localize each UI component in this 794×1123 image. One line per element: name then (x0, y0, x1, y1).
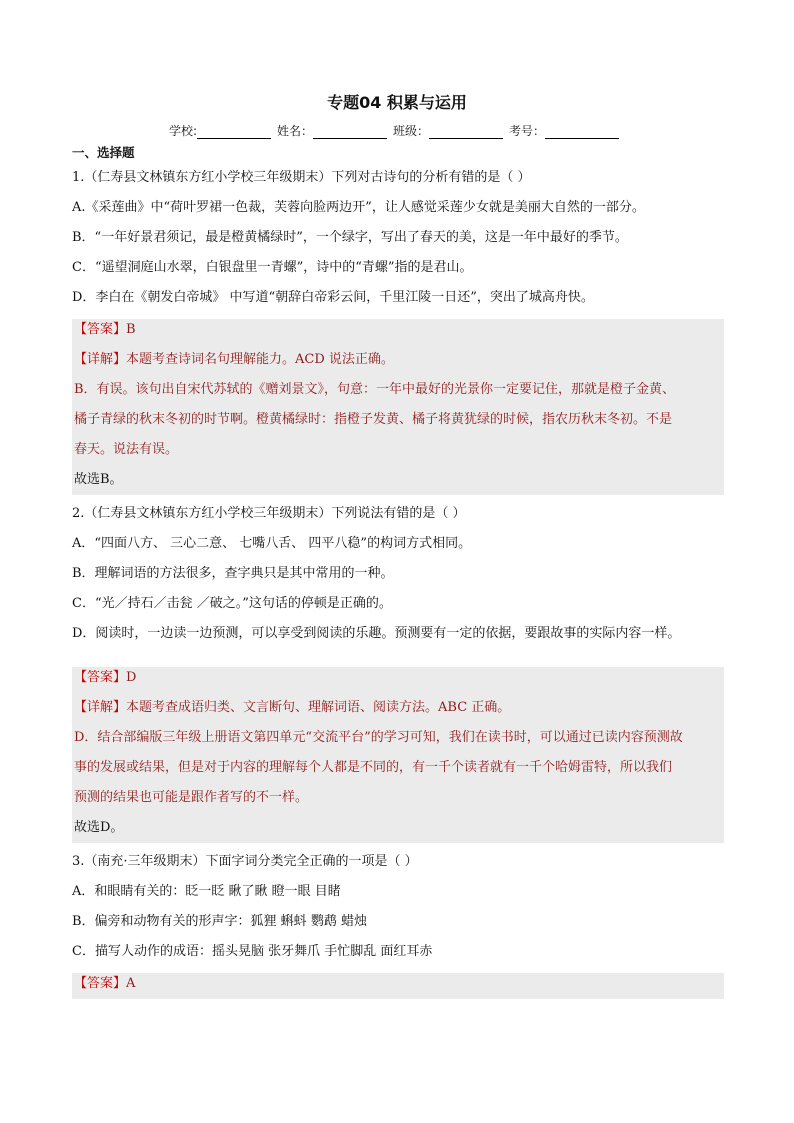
conclusion: 故选B。 (74, 472, 123, 487)
page-title: 专题04 积累与运用 (327, 93, 467, 112)
student-info-line (0, 122, 794, 139)
answer-value: B (126, 322, 136, 337)
content (72, 143, 724, 1009)
question-3 (72, 853, 724, 999)
question-stem: 3.（南充·三年级期末）下面字词分类完全正确的一项是（ ） (72, 854, 418, 869)
option-b: B．“一年好景君须记，最是橙黄橘绿时”，一个绿字，写出了春天的美，这是一年中最好的季节。 (72, 230, 628, 245)
answer-block (72, 319, 724, 495)
option-d: D．李白在《朝发白帝城》 中写道“朝辞白帝彩云间，千里江陵一日还”，突出了城高舟快。 (72, 290, 594, 305)
option-c: C．描写人动作的成语：摇头晃脑 张牙舞爪 手忙脚乱 面红耳赤 (72, 944, 433, 959)
option-b: B．理解词语的方法很多，查字典只是其中常用的一种。 (72, 566, 394, 581)
section-heading: 一、选择题 (72, 145, 135, 160)
question-stem: 1.（仁寿县文林镇东方红小学校三年级期末）下列对古诗句的分析有错的是（ ） (72, 170, 531, 185)
class-label: 班级： (393, 124, 430, 138)
name-label: 姓名： (277, 124, 314, 138)
name-blank[interactable] (313, 126, 387, 139)
explanation-line: D．结合部编版三年级上册语文第四单元“交流平台”的学习可知，我们在读书时，可以通过已读内容预测故 (74, 730, 683, 745)
option-d: D．阅读时，一边读一边预测，可以享受到阅读的乐趣。预测要有一定的依据，要跟故事的实际内容一样。 (72, 626, 681, 641)
number-label: 考号： (509, 124, 546, 138)
answer-tag: 【答案】 (74, 322, 127, 337)
answer-tag: 【答案】 (74, 670, 127, 685)
detail-tag: 【详解】 (74, 700, 127, 715)
answer-value: A (126, 976, 136, 991)
option-a: A．“四面八方、 三心二意、 七嘴八舌、 四平八稳”的构词方式相同。 (72, 536, 472, 551)
detail-tag: 【详解】 (74, 352, 127, 367)
conclusion: 故选D。 (74, 820, 124, 835)
answer-block (72, 973, 724, 999)
explanation-line: B．有误。该句出自宋代苏轼的《赠刘景文》，句意：一年中最好的光景你一定要记住，那就是橙子金黄、 (74, 382, 676, 397)
detail-text: 本题考查成语归类、文言断句、理解词语、阅读方法。ABC 正确。 (126, 700, 511, 715)
option-a: A．和眼睛有关的：眨一眨 瞅了瞅 瞪一眼 目睹 (72, 884, 341, 899)
answer-tag: 【答案】 (74, 976, 127, 991)
explanation-line: 预测的结果也可能是跟作者写的不一样。 (74, 790, 309, 805)
option-b: B．偏旁和动物有关的形声字：狐狸 蝌蚪 鹦鹉 蜡烛 (72, 914, 367, 929)
explanation-line: 橘子青绿的秋末冬初的时节啊。橙黄橘绿时：指橙子发黄、橘子将黄犹绿的时候，指农历秋末冬初。不是 (74, 412, 673, 427)
question-stem: 2.（仁寿县文林镇东方红小学校三年级期末）下列说法有错的是（ ） (72, 506, 466, 521)
option-c: C．“光／持石／击瓮 ／破之。”这句话的停顿是正确的。 (72, 596, 392, 611)
explanation-line: 事的发展或结果，但是对于内容的理解每个人都是不同的，有一千个读者就有一千个哈姆雷特，所以我们 (74, 760, 673, 775)
detail-text: 本题考查诗词名句理解能力。ACD 说法正确。 (126, 352, 394, 367)
answer-value: D (126, 670, 137, 685)
question-2 (72, 505, 724, 843)
answer-block (72, 667, 724, 843)
school-blank[interactable] (197, 126, 271, 139)
class-blank[interactable] (429, 126, 503, 139)
option-a: A.《采莲曲》中“荷叶罗裙一色裁，芙蓉向脸两边开”，让人感觉采莲少女就是美丽大自然的一部分。 (72, 200, 645, 215)
number-blank[interactable] (545, 126, 619, 139)
school-label: 学校: (168, 124, 197, 138)
option-c: C．“遥望洞庭山水翠，白银盘里一青螺”，诗中的“青螺”指的是君山。 (72, 260, 473, 275)
explanation-line: 春天。说法有误。 (74, 442, 179, 457)
question-1 (72, 169, 724, 495)
